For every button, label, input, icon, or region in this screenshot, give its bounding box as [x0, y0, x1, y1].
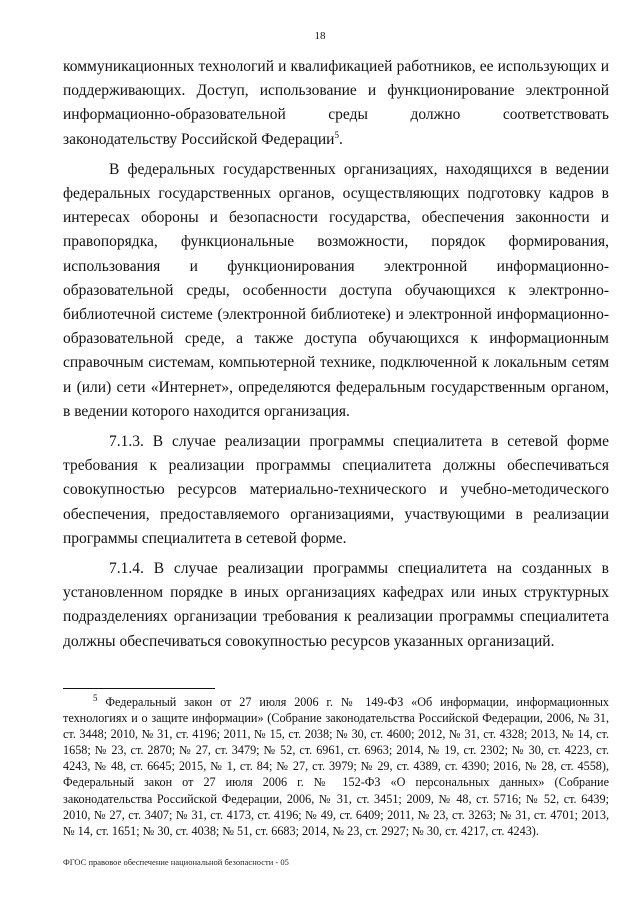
paragraph-federal-organizations: В федеральных государственных организациях, находящихся в ведении федеральных государственных органов, осуществляющих подготовку кадров в интересах обороны и безопасности государства, обеспечения законности и правопорядка, функциональные возможности, порядок формирования, использования и функционирования электронной информационно-образовательной среды, особенности доступа обучающихся к электронно-библиотечной системе (электронной библиотеке) и электронной информационно-образовательной среде, а также доступа обучающихся к информационным справочным системам, компьютерной технике, подключенной к локальным сетям и (или) сети «Интернет», определяются федеральным государственным органом, в ведении которого находится организация. [63, 160, 609, 420]
sentence-period: . [338, 130, 343, 148]
page-number: 18 [314, 30, 326, 42]
footnote-reference[interactable]: 5 [334, 129, 339, 140]
footnote-number: 5 [93, 692, 98, 703]
footnote [63, 694, 609, 839]
paragraph-7-1-4: 7.1.4. В случае реализации программы специалитета на созданных в установленном порядке в иных организациях кафедрах или иных структурных подразделениях организации требования к реализации программы специалитета должны обеспечиваться совокупностью ресурсов указанных организаций. [63, 560, 609, 650]
paragraph-continuation [63, 55, 609, 152]
paragraph-text: коммуникационных технологий и квалификацией работников, ее использующих и поддерживающих. Доступ, использование и функционирование электронной информационно-образовательной среды должно соответствовать законодательству Российской Федерации [63, 58, 609, 148]
document-footer: ФГОС правовое обеспечение национальной безопасности - 05 [63, 857, 289, 867]
footnote-text: Федеральный закон от 27 июля 2006 г. № 149-ФЗ «Об информации, информационных технологиях и о защите информации» (Собрание законодательства Российской Федерации, 2006, № 31, ст. 3448; 2010, № 31, ст. 4196; 2011, № 15, ст. 2038; № 30, ст. 4600; 2012, № 31, ст. 4328; 2013, № 14, ст. 1658; № 23, ст. 2870; № 27, ст. 3479; № 52, ст. 6961, ст. 6963; 2014, № 19, ст. 2302; № 30, ст. 4223, ст. 4243, № 48, ст. 6645; 2015, № 1, ст. 84; № 27, ст. 3979; № 29, ст. 4389, ст. 4390; 2016, № 28, ст. 4558), Федеральный закон от 27 июля 2006 г. № 152-ФЗ «О персональных данных» (Собрание законодательства Российской Федерации, 2006, № 31, ст. 3451; 2009, № 48, ст. 5716; № 52, ст. 6439; 2010, № 27, ст. 3407; № 31, ст. 4173, ст. 4196; № 49, ст. 6409; 2011, № 23, ст. 3263; № 31, ст. 4701; 2013, № 14, ст. 1651; № 30, ст. 4038; № 51, ст. 6683; 2014, № 23, ст. 2927; № 30, ст. 4217, ст. 4243). [63, 695, 609, 838]
main-text [63, 55, 609, 660]
paragraph-7-1-3: 7.1.3. В случае реализации программы специалитета в сетевой форме требования к реализации программы специалитета должны обеспечиваться совокупностью ресурсов материально-технического и учебно-методического обеспечения, предоставляемого организациями, участвующими в реализации программы специалитета в сетевой форме. [63, 433, 609, 547]
footnote-divider [63, 688, 215, 689]
